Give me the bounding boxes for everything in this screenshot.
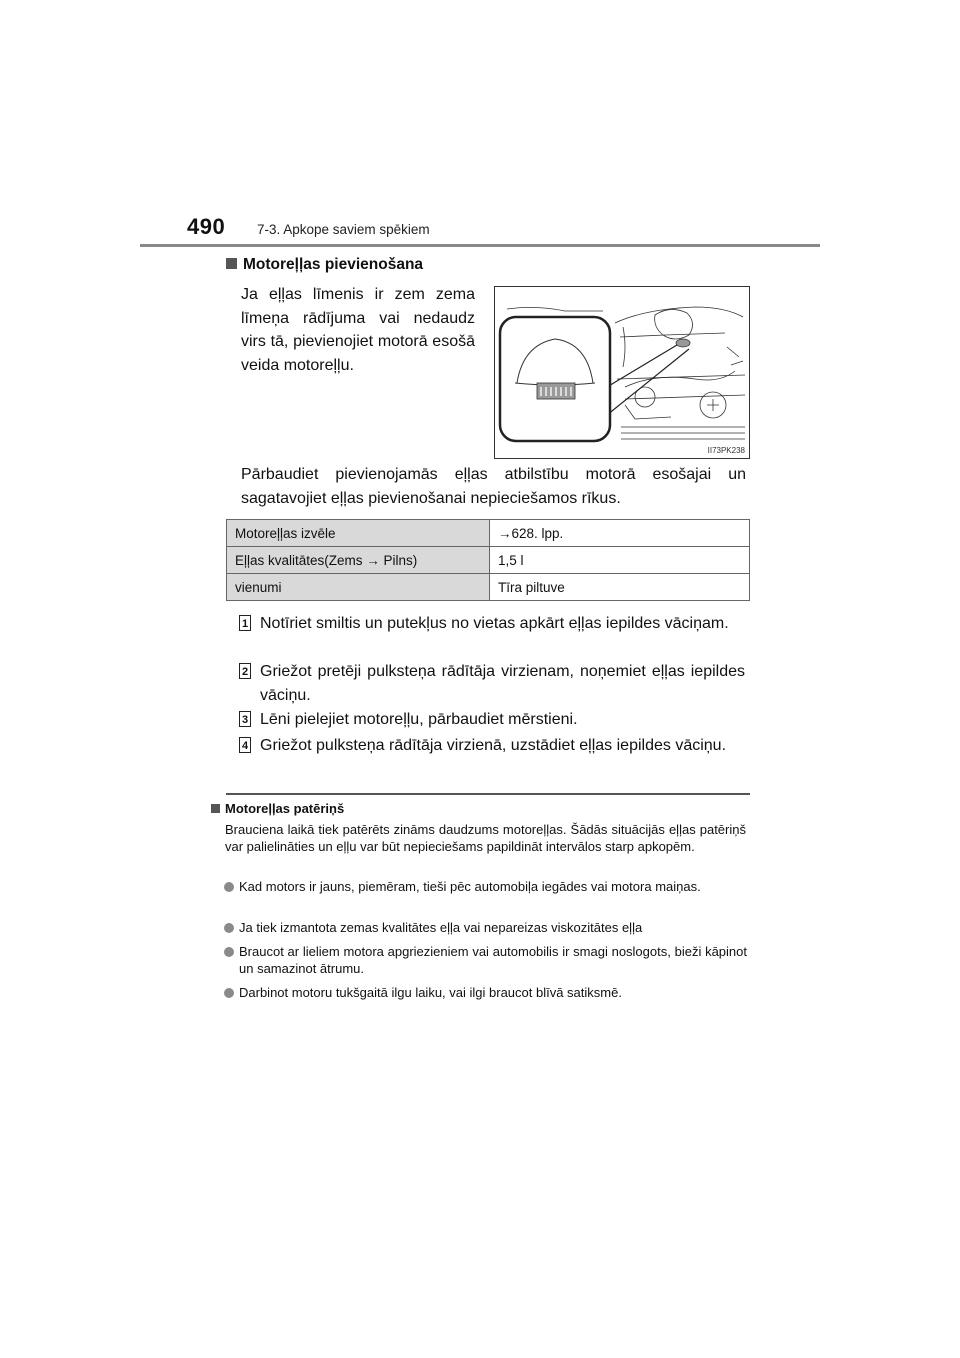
table-row (227, 520, 750, 547)
table-cell-value: 1,5 l (490, 547, 750, 574)
check-paragraph: Pārbaudiet pievienojamās eļļas atbilstību motorā esošajai un sagatavojiet eļļas pievienošanai nepieciešamos rīkus. (241, 466, 746, 507)
step-text: Lēni pielejiet motoreļļu, pārbaudiet mērstieni. (260, 711, 578, 728)
step-3 (239, 708, 745, 732)
circle-bullet-icon (224, 947, 234, 957)
list-item (224, 944, 747, 977)
table-cell-label: Eļļas kvalitātes(Zems → Pilns) (227, 547, 490, 574)
square-bullet-icon (211, 804, 220, 813)
intro-paragraph: Ja eļļas līmenis ir zem zema līmeņa rādījuma vai nedaudz virs tā, pievienojiet motorā esošā veida motoreļļu. (241, 286, 475, 374)
circle-bullet-icon (224, 923, 234, 933)
square-bullet-icon (226, 258, 237, 269)
list-item-text: Kad motors ir jauns, piemēram, tieši pēc automobiļa iegādes vai motora maiņas. (239, 879, 701, 894)
section-heading-text: Motoreļļas pievienošana (243, 256, 424, 273)
list-item-text: Darbinot motoru tukšgaitā ilgu laiku, vai ilgi braucot blīvā satiksmē. (239, 985, 622, 1000)
table-row (227, 574, 750, 601)
list-item-text: Ja tiek izmantota zemas kvalitātes eļļa vai nepareizas viskozitātes eļļa (239, 920, 643, 935)
table-cell-value: →628. lpp. (490, 520, 750, 547)
step-number: 4 (239, 737, 251, 753)
list-item (224, 985, 747, 1002)
oil-filler-cap-diagram (495, 287, 749, 458)
table-cell-label: vienumi (227, 574, 490, 601)
consumption-intro: Brauciena laikā tiek patērēts zināms daudzums motoreļļas. Šādās situācijās eļļas patēriņš var palielināties un eļļu var būt nepieciešams papildināt intervālos starp apkopēm. (225, 822, 746, 854)
step-number: 1 (239, 615, 251, 631)
figure-code: II73PK238 (707, 446, 745, 455)
step-1 (239, 612, 745, 636)
table-cell-label: Motoreļļas izvēle (227, 520, 490, 547)
table-row (227, 547, 750, 574)
requirements-table (226, 519, 750, 601)
step-2 (239, 660, 745, 707)
page-number: 490 (187, 214, 226, 239)
list-item-text: Braucot ar lieliem motora apgriezieniem vai automobilis ir smagi noslogots, bieži kāpinot un samazinot ātrumu. (239, 944, 747, 976)
step-number: 3 (239, 711, 251, 727)
circle-bullet-icon (224, 988, 234, 998)
step-number: 2 (239, 663, 251, 679)
engine-illustration (494, 286, 750, 459)
list-item (224, 920, 747, 937)
list-item (224, 879, 747, 896)
circle-bullet-icon (224, 882, 234, 892)
chapter-title: 7-3. Apkope saviem spēkiem (257, 222, 430, 237)
step-text: Griežot pulksteņa rādītāja virzienā, uzstādiet eļļas iepildes vāciņu. (260, 737, 727, 754)
section-heading (226, 256, 423, 274)
section-divider (226, 793, 750, 795)
header-rule (140, 244, 820, 247)
consumption-heading-text: Motoreļļas patēriņš (225, 801, 345, 816)
step-4 (239, 734, 745, 758)
table-cell-value: Tīra piltuve (490, 574, 750, 601)
step-text: Griežot pretēji pulksteņa rādītāja virzienam, noņemiet eļļas iepildes vāciņu. (260, 663, 745, 704)
consumption-heading (211, 801, 344, 816)
step-text: Notīriet smiltis un putekļus no vietas apkārt eļļas iepildes vāciņam. (260, 615, 729, 632)
